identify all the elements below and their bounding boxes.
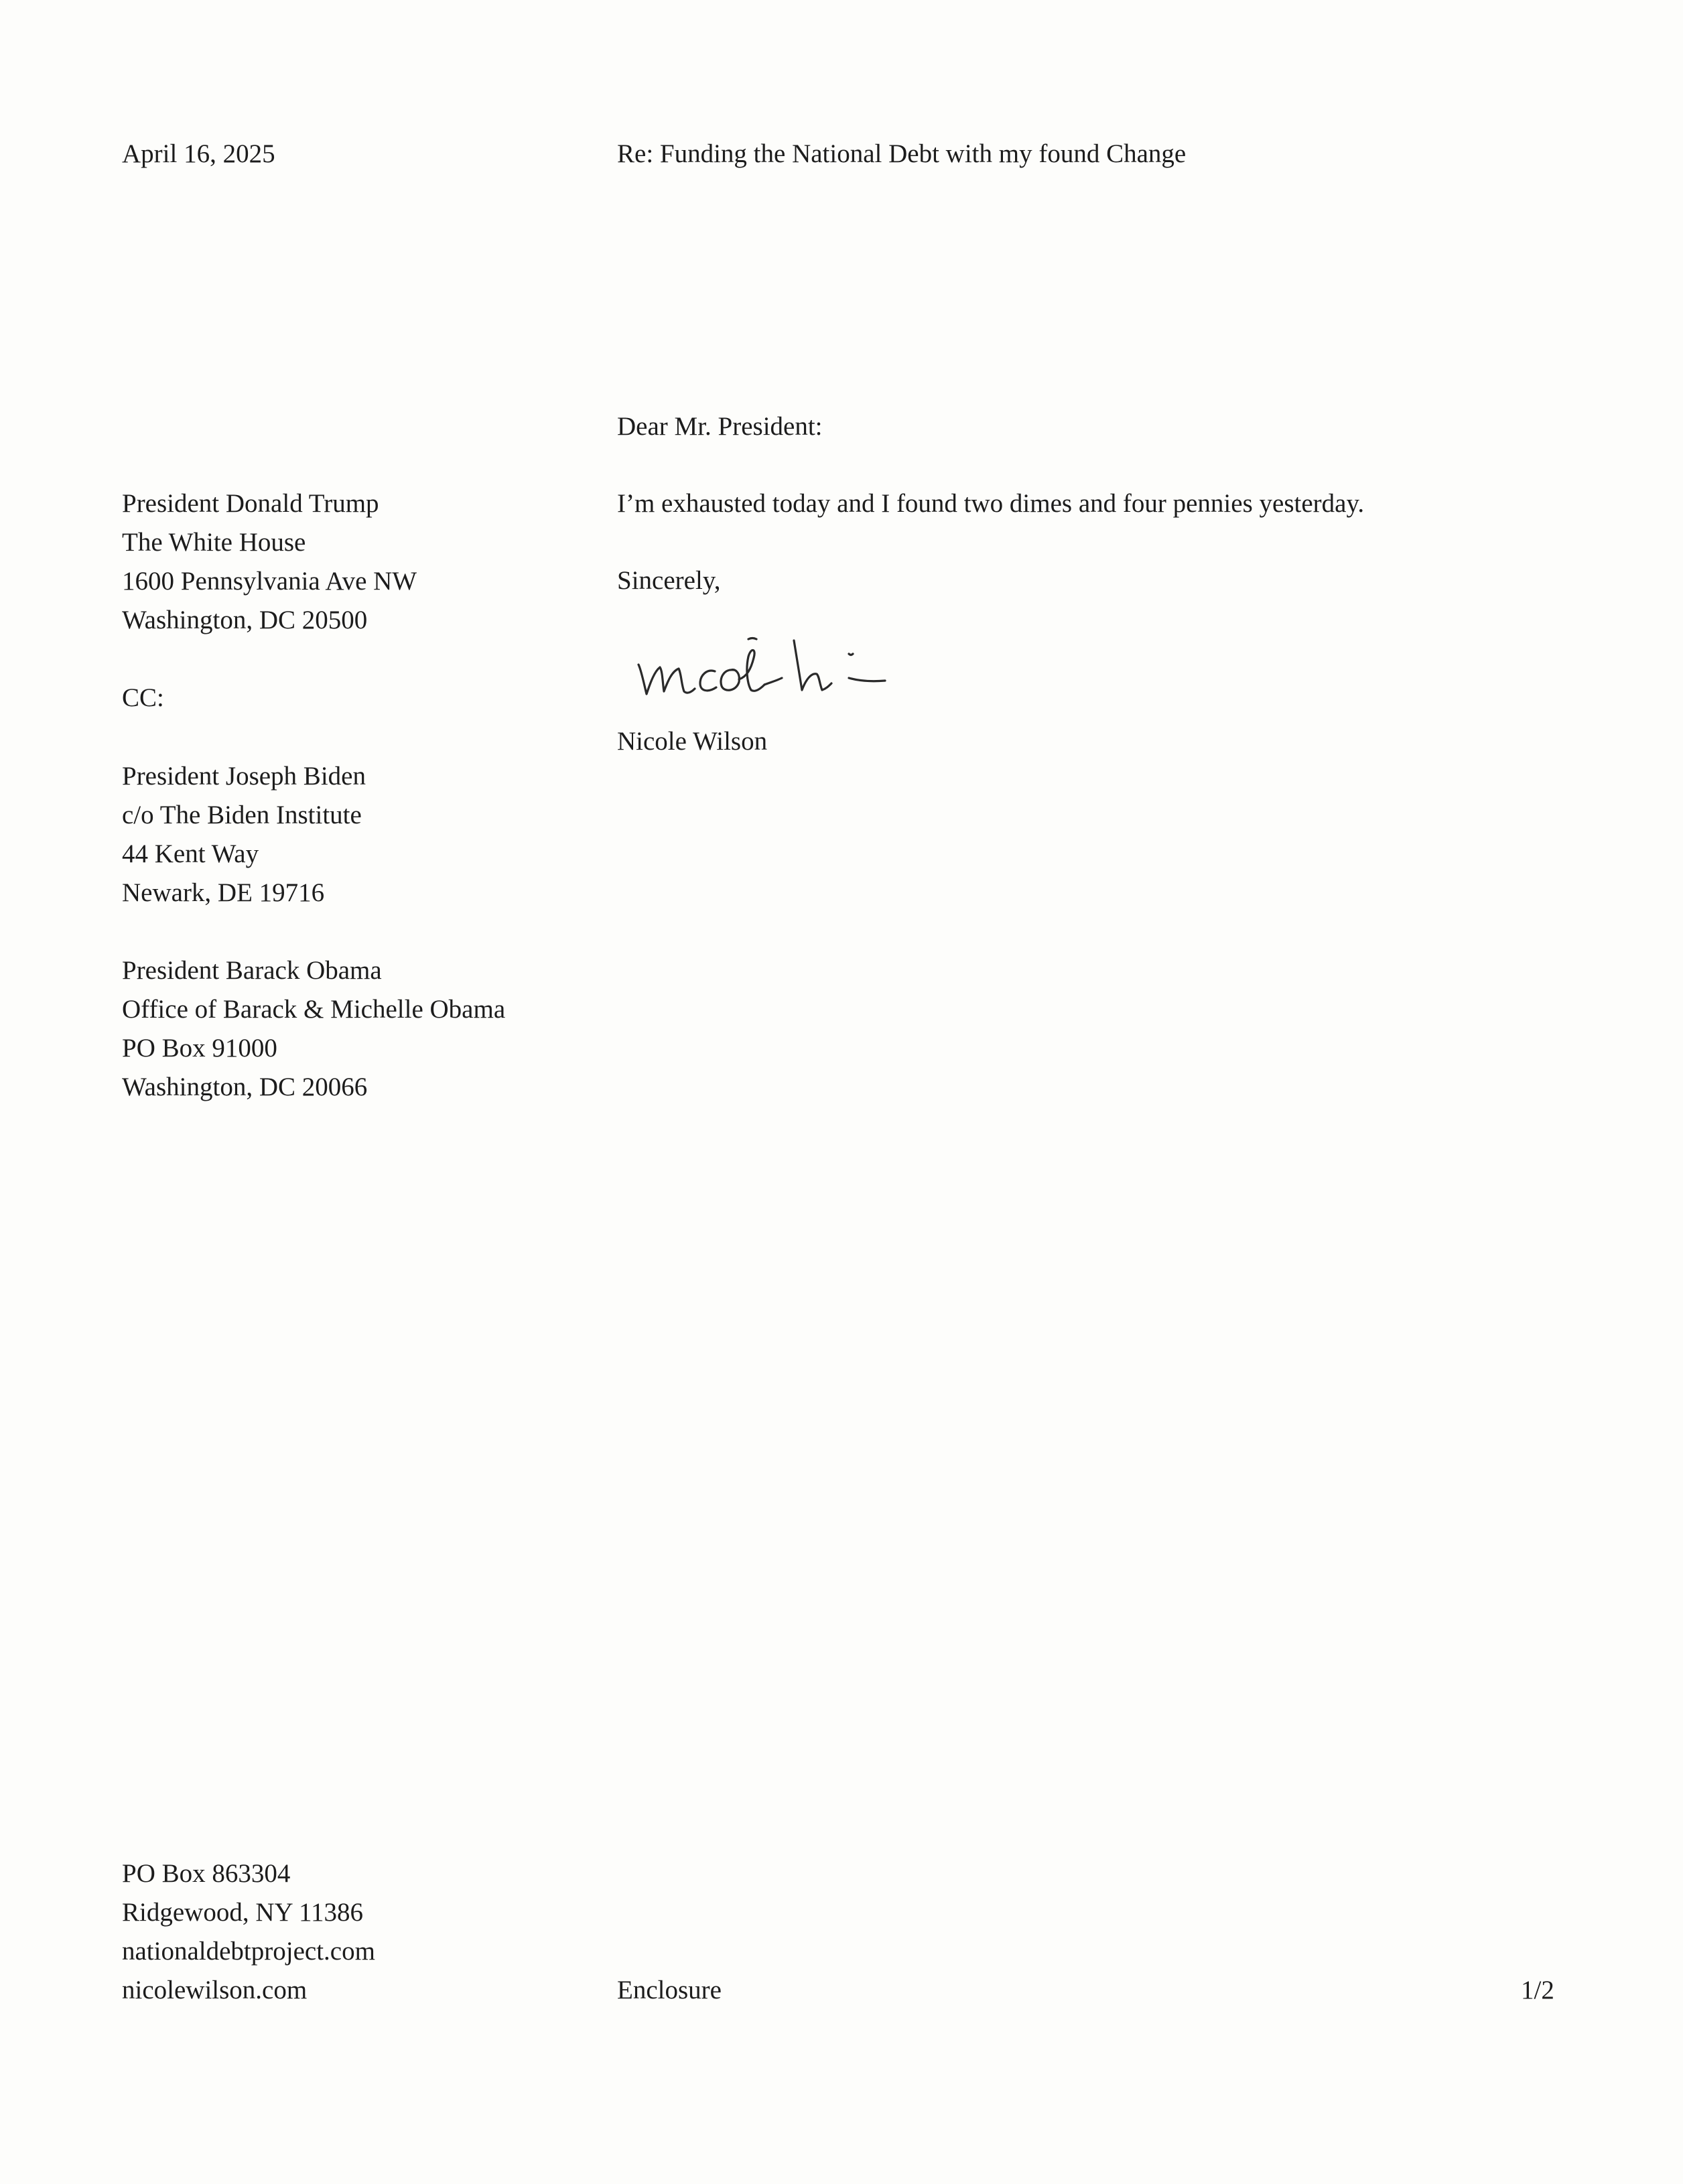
letter-closing: Sincerely, <box>617 566 721 595</box>
cc-line: c/o The Biden Institute <box>122 801 362 829</box>
cc-line: PO Box 91000 <box>122 1034 277 1063</box>
sender-website: nationaldebtproject.com <box>122 1937 375 1966</box>
cc-line: President Joseph Biden <box>122 762 366 791</box>
cc-line: President Barack Obama <box>122 956 382 985</box>
handwritten-signature <box>633 630 928 710</box>
sender-website: nicolewilson.com <box>122 1976 308 2004</box>
cc-label: CC: <box>122 683 164 712</box>
cc-line: Washington, DC 20066 <box>122 1073 368 1101</box>
signature-image <box>633 630 928 710</box>
recipient-line: President Donald Trump <box>122 489 379 518</box>
sender-line: PO Box 863304 <box>122 1859 291 1888</box>
recipient-address <box>122 484 417 640</box>
letter-body: I’m exhausted today and I found two dimes and four pennies yesterday. <box>617 489 1365 518</box>
salutation: Dear Mr. President: <box>617 412 823 441</box>
sender-line: Ridgewood, NY 11386 <box>122 1898 364 1927</box>
page-number: 1/2 <box>1521 1976 1554 2004</box>
signer-name: Nicole Wilson <box>617 727 768 756</box>
letter-date: April 16, 2025 <box>122 139 275 168</box>
cc-recipient <box>122 951 505 1107</box>
recipient-line: 1600 Pennsylvania Ave NW <box>122 567 417 596</box>
cc-line: 44 Kent Way <box>122 839 259 868</box>
sender-address <box>122 1854 375 2010</box>
recipient-line: Washington, DC 20500 <box>122 606 368 634</box>
recipient-line: The White House <box>122 528 306 557</box>
cc-recipient <box>122 757 366 912</box>
letter-subject: Re: Funding the National Debt with my found Change <box>617 139 1187 168</box>
cc-line: Office of Barack & Michelle Obama <box>122 995 506 1024</box>
cc-line: Newark, DE 19716 <box>122 878 325 907</box>
enclosure-note: Enclosure <box>617 1976 722 2004</box>
